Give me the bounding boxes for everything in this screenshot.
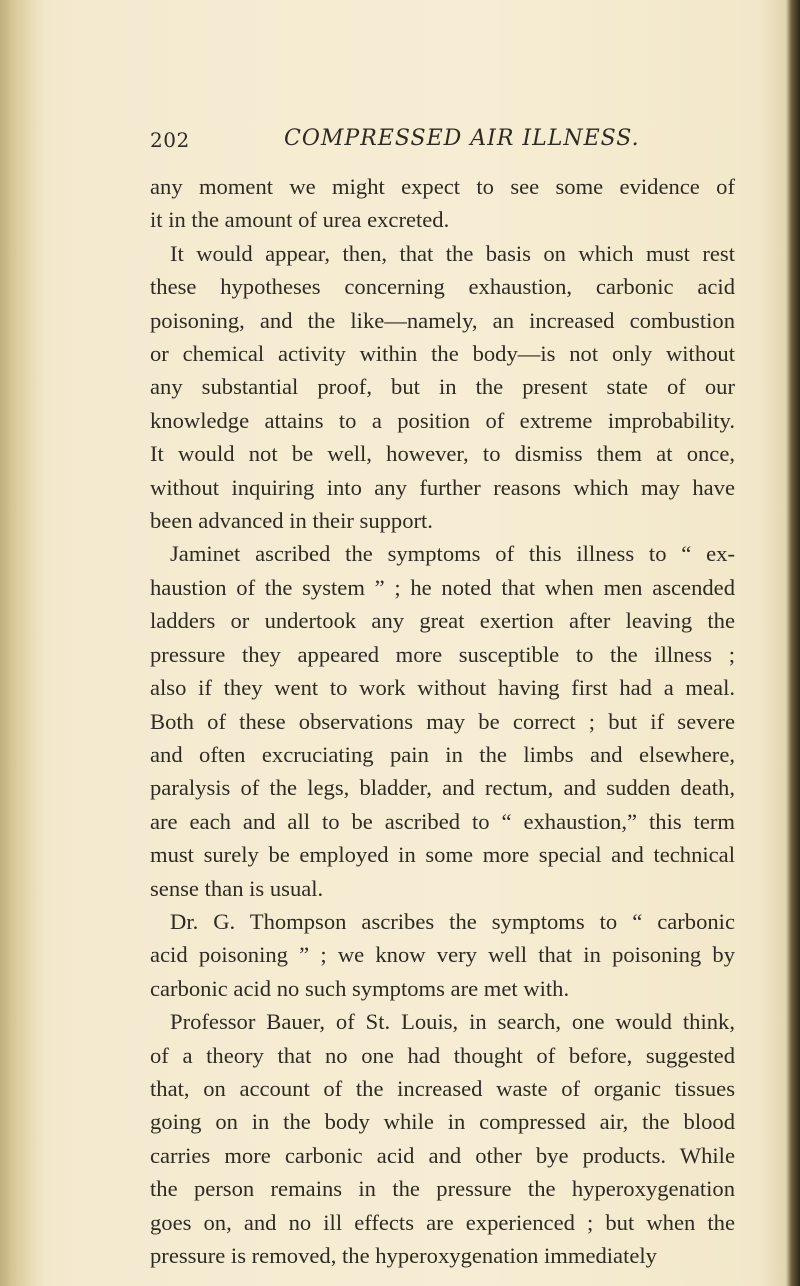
text-line: been advanced in their support. bbox=[150, 508, 433, 534]
page-number: 202 bbox=[150, 128, 190, 152]
text-line: carries more carbonic acid and other bye products. While bbox=[150, 1142, 735, 1168]
text-line: and often excruciating pain in the limbs and elsewhere, bbox=[150, 741, 735, 767]
text-line: acid poisoning ” ; we know very well that in poisoning by bbox=[150, 942, 735, 968]
text-line: also if they went to work without having first had a meal. bbox=[150, 675, 735, 701]
text-line: pressure they appeared more susceptible to the illness ; bbox=[150, 641, 735, 667]
text-line: without inquiring into any further reasons which may have bbox=[150, 474, 735, 500]
text-line: Professor Bauer, of St. Louis, in search, one would think, bbox=[170, 1009, 735, 1035]
text-line: must surely be employed in some more special and technical bbox=[150, 842, 735, 868]
text-line: Jaminet ascribed the symptoms of this illness to “ ex- bbox=[170, 541, 735, 567]
text-line: Dr. G. Thompson ascribes the symptoms to “ carbonic bbox=[170, 908, 735, 934]
text-line: carbonic acid no such symptoms are met with. bbox=[150, 975, 570, 1001]
running-title: COMPRESSED AIR ILLNESS. bbox=[284, 126, 640, 151]
text-line: pressure is removed, the hyperoxygenation immediately bbox=[150, 1243, 657, 1268]
text-line: Both of these observations may be correct ; but if severe bbox=[150, 708, 735, 734]
text-line: ladders or undertook any great exertion after leaving the bbox=[150, 608, 735, 634]
text-line: the person remains in the pressure the hyperoxygenation bbox=[150, 1176, 735, 1202]
text-line: It would appear, then, that the basis on which must rest bbox=[170, 240, 735, 266]
text-line: goes on, and no ill effects are experienced ; but when the bbox=[150, 1209, 735, 1235]
text-line: haustion of the system ” ; he noted that when men ascended bbox=[150, 574, 735, 600]
text-line: going on in the body while in compressed air, the blood bbox=[150, 1109, 735, 1135]
text-line: any moment we might expect to see some evidence of bbox=[150, 174, 735, 199]
text-line: or chemical activity within the body—is not only without bbox=[150, 341, 735, 367]
body-text bbox=[150, 170, 735, 1272]
text-line: are each and all to be ascribed to “ exhaustion,” this term bbox=[150, 808, 735, 834]
text-line: paralysis of the legs, bladder, and rectum, and sudden death, bbox=[150, 775, 735, 801]
text-line: these hypotheses concerning exhaustion, carbonic acid bbox=[150, 274, 735, 300]
text-line: of a theory that no one had thought of before, suggested bbox=[150, 1042, 735, 1068]
text-line: knowledge attains to a position of extreme improbability. bbox=[150, 407, 735, 433]
running-header bbox=[150, 126, 750, 162]
text-line: it in the amount of urea excreted. bbox=[150, 207, 450, 233]
text-line: It would not be well, however, to dismiss them at once, bbox=[150, 441, 735, 467]
page-edge-shadow bbox=[786, 0, 800, 1286]
text-line: poisoning, and the like—namely, an increased combustion bbox=[150, 307, 735, 333]
binding-shadow bbox=[0, 0, 44, 1286]
text-line: sense than is usual. bbox=[150, 875, 324, 901]
text-line: any substantial proof, but in the present state of our bbox=[150, 374, 735, 400]
text-line: that, on account of the increased waste of organic tissues bbox=[150, 1075, 735, 1101]
